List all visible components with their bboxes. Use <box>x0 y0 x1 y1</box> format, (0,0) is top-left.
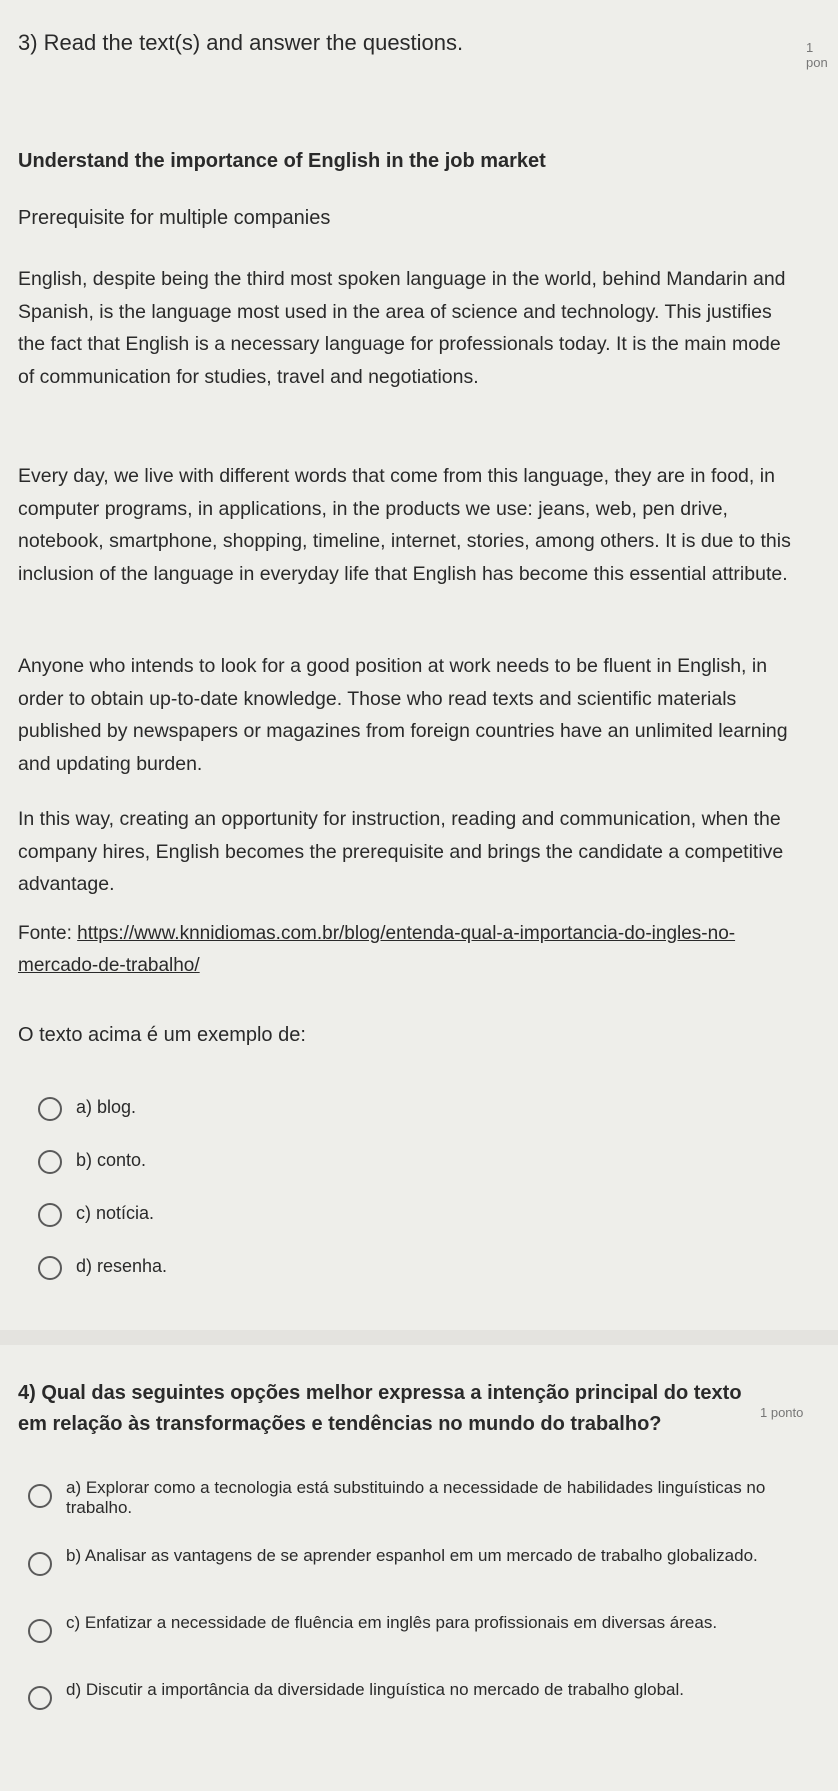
option-label: a) blog. <box>76 1097 137 1117</box>
option-label: a) Explorar como a tecnologia está substituindo a necessidade de habilidades linguísticas no trabalho. <box>66 1478 766 1517</box>
radio-button[interactable] <box>38 1256 62 1280</box>
source-label: Fonte: <box>18 923 72 944</box>
article-paragraph-3: Anyone who intends to look for a good position at work needs to be fluent in English, in order to obtain up-to-date knowledge. Those who read texts and scientific materials published by newspapers or magazines from foreign countries have an unlimited learning and updating burden. <box>18 655 788 775</box>
question-4-points: 1 ponto <box>760 1405 804 1420</box>
question-4-title: 4) Qual das seguintes opções melhor expressa a intenção principal do texto em relação às transformações e tendências no mundo do trabalho? <box>18 1382 742 1435</box>
option-4c[interactable] <box>28 1613 798 1643</box>
option-d-resenha[interactable] <box>38 1256 167 1280</box>
radio-button[interactable] <box>28 1619 52 1643</box>
option-label: c) notícia. <box>76 1203 155 1223</box>
option-label: c) Enfatizar a necessidade de fluência em inglês para profissionais em diversas áreas. <box>66 1613 718 1632</box>
radio-button[interactable] <box>28 1686 52 1710</box>
option-c-noticia[interactable] <box>38 1203 154 1227</box>
option-4d[interactable] <box>28 1680 798 1710</box>
source-link[interactable]: https://www.knnidiomas.com.br/blog/entenda-qual-a-importancia-do-ingles-no-mercado-de-trabalho/ <box>18 923 736 976</box>
article-title: Understand the importance of English in the job market <box>18 150 546 172</box>
radio-button[interactable] <box>28 1552 52 1576</box>
radio-button[interactable] <box>38 1150 62 1174</box>
radio-button[interactable] <box>38 1203 62 1227</box>
option-b-conto[interactable] <box>38 1150 146 1174</box>
article-paragraph-2: Every day, we live with different words that come from this language, they are in food, in computer programs, in applications, in the products we use: jeans, web, pen drive, notebook, smartphone, shopping, timeline, internet, stories, among others. It is due to this inclusion of the language in everyday life that English has become this essential attribute. <box>18 465 791 585</box>
article-paragraph-1: English, despite being the third most spoken language in the world, behind Mandarin and Spanish, is the language most used in the area of science and technology. This justifies the fact that English is a necessary language for professionals today. It is the main mode of communication for studies, travel and negotiations. <box>18 268 786 388</box>
radio-button[interactable] <box>28 1484 52 1508</box>
option-4a[interactable] <box>28 1478 798 1518</box>
article-paragraph-4: In this way, creating an opportunity for instruction, reading and communication, when the company hires, English becomes the prerequisite and brings the candidate a competitive advantage. <box>18 808 784 895</box>
question-3-points: 1 pon <box>806 40 828 70</box>
question-3-prompt: O texto acima é um exemplo de: <box>18 1024 306 1046</box>
radio-button[interactable] <box>38 1097 62 1121</box>
option-4b[interactable] <box>28 1546 798 1576</box>
option-a-blog[interactable] <box>38 1097 136 1121</box>
option-label: d) resenha. <box>76 1256 168 1276</box>
article-source <box>18 918 778 982</box>
question-3-title: 3) Read the text(s) and answer the questions. <box>18 30 464 55</box>
option-label: b) conto. <box>76 1150 147 1170</box>
option-label: d) Discutir a importância da diversidade linguística no mercado de trabalho global. <box>66 1680 685 1699</box>
article-subtitle: Prerequisite for multiple companies <box>18 207 331 229</box>
option-label: b) Analisar as vantagens de se aprender espanhol em um mercado de trabalho globalizado. <box>66 1546 758 1565</box>
